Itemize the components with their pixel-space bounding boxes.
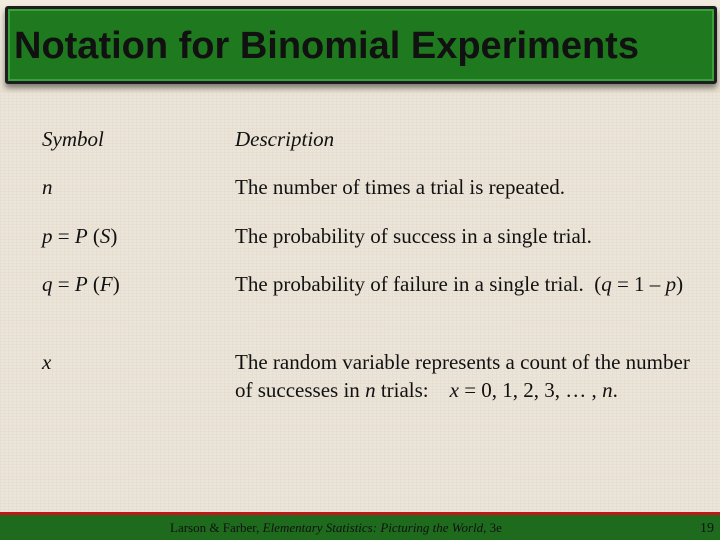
symbol-cell: q = P (F)	[42, 272, 120, 296]
description-cell: The random variable represents a count of the number of successes in n trials: x = 0, 1, 2, 3, … , n.	[235, 350, 690, 402]
title-bar	[0, 0, 720, 92]
slide-title: Notation for Binomial Experiments	[14, 25, 639, 67]
symbol-cell: x	[42, 350, 52, 374]
header-symbol: Symbol	[42, 127, 104, 151]
page-number: 19	[700, 521, 714, 536]
description-cell: The number of times a trial is repeated.	[235, 175, 566, 199]
footer-citation: Larson & Farber, Elementary Statistics: Picturing the World, 3e	[170, 520, 502, 535]
description-cell: The probability of success in a single trial.	[235, 224, 592, 248]
header-description: Description	[235, 127, 335, 151]
symbol-cell: p = P (S)	[42, 224, 118, 248]
symbol-cell: n	[42, 175, 53, 199]
description-cell: The probability of failure in a single trial. (q = 1 – p)	[235, 272, 684, 296]
